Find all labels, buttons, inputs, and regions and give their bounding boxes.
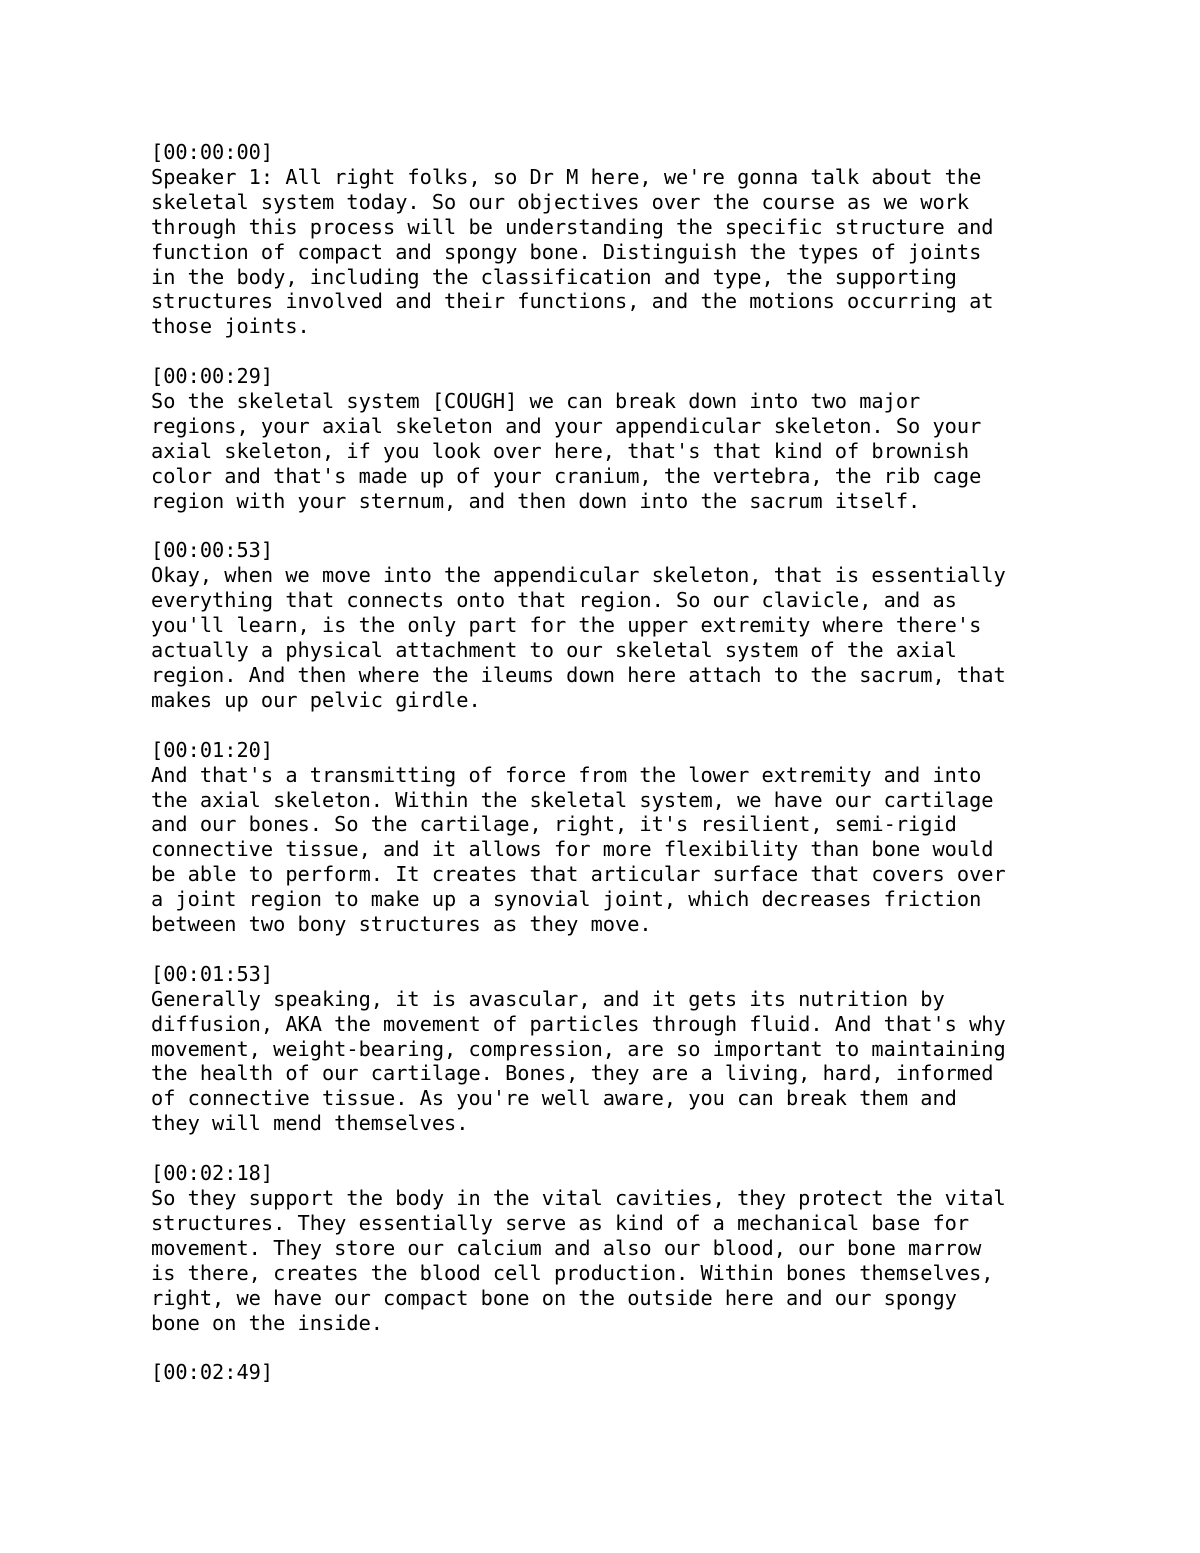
timestamp: [00:02:49] (151, 1360, 274, 1385)
timestamp: [00:02:18] (151, 1161, 274, 1186)
transcript-text: So the skeletal system [COUGH] we can break down into two major regions, your axial skeleton and your appendicular skeleton. So your axial skeleton, if you look over here, that's that kind of brownish color and that's made up of your cranium, the vertebra, the rib cage region with your sternum, and then down into the sacrum itself. (151, 389, 982, 513)
transcript-text: Speaker 1: All right folks, so Dr M here, we're gonna talk about the skeletal system today. So our objectives over the course as we work through this process will be understanding the specific structure and function of compact and spongy bone. Distinguish the types of joints in the body, including the classification and type, the supporting structures involved and their functions, and the motions occurring at those joints. (151, 164, 994, 339)
transcript-page (151, 140, 1051, 1410)
transcript-block (151, 140, 1051, 339)
transcript-block (151, 1161, 1051, 1335)
timestamp: [00:00:29] (151, 364, 274, 389)
transcript-block (151, 738, 1051, 937)
transcript-block (151, 962, 1051, 1136)
transcript-text: Okay, when we move into the appendicular skeleton, that is essentially everything that connects onto that region. So our clavicle, and as you'll learn, is the only part for the upper extremity where there's actually a physical attachment to our skeletal system of the axial region. And then where the ileums down here attach to the sacrum, that makes up our pelvic girdle. (151, 563, 1006, 712)
timestamp: [00:00:00] (151, 140, 274, 164)
transcript-block (151, 538, 1051, 712)
timestamp: [00:01:53] (151, 961, 274, 986)
timestamp: [00:01:20] (151, 737, 274, 762)
transcript-text: Generally speaking, it is avascular, and it gets its nutrition by diffusion, AKA the movement of particles through fluid. And that's why movement, weight-bearing, compression, are so important to maintaining the health of our cartilage. Bones, they are a living, hard, informed of connective tissue. As you're well aware, you can break them and they will mend themselves. (151, 986, 1006, 1136)
transcript-text: And that's a transmitting of force from the lower extremity and into the axial skeleton. Within the skeletal system, we have our cartilage and our bones. So the cartilage, right, it's resilient, semi-rigid connective tissue, and it allows for more flexibility than bone would be able to perform. It creates that articular surface that covers over a joint region to make up a synovial joint, which decreases friction between two bony structures as they move. (151, 762, 1006, 937)
transcript-block (151, 1360, 1051, 1385)
transcript-block (151, 364, 1051, 513)
transcript-text: So they support the body in the vital cavities, they protect the vital structures. They essentially serve as kind of a mechanical base for movement. They store our calcium and also our blood, our bone marrow is there, creates the blood cell production. Within bones themselves, right, we have our compact bone on the outside here and our spongy bone on the inside. (151, 1185, 1006, 1335)
timestamp: [00:00:53] (151, 538, 274, 563)
